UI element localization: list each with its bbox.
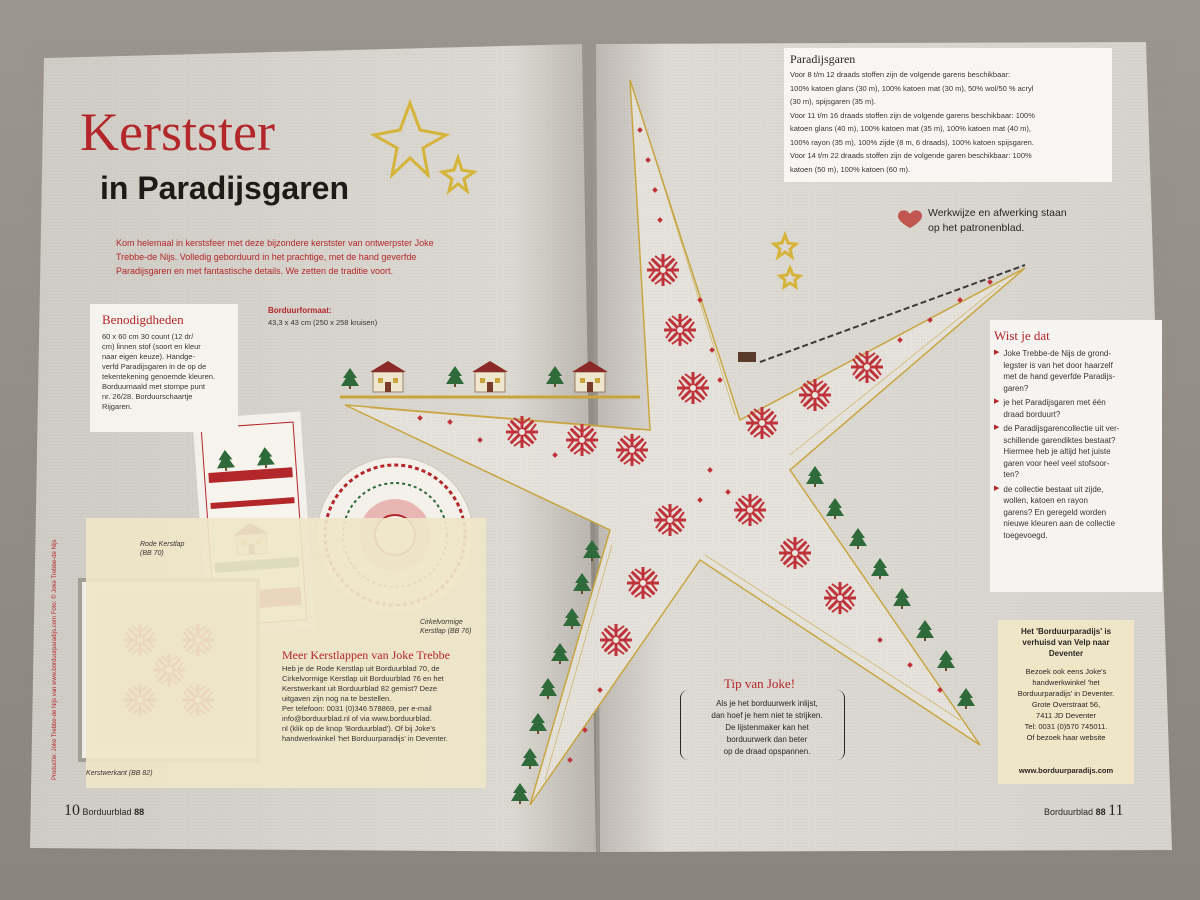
paradijsgaren-box	[784, 48, 1112, 182]
borduurparadijs-website[interactable]: www.borduurparadijs.com	[1018, 766, 1114, 775]
list-item: ▶ de Paradijsgarencollectie uit ver- schillende garendiktes bestaat? Hiermee heb je altijd het juiste garen voor heel veel stofsoor- ten?	[994, 424, 1120, 479]
footer-mag-right: Borduurblad	[1044, 807, 1094, 817]
caption-rode-kerstlap: Rode Kerstlap (BB 70)	[140, 541, 185, 557]
footer-issue-right: 88	[1095, 807, 1106, 817]
tip-heading: Tip van Joke!	[724, 676, 796, 691]
meer-text: Heb je de Rode Kerstlap uit Borduurblad 70, de Cirkelvormige Kerstlap uit Borduurblad 76 en het Kerstwerkant uit Borduurblad 82 gemist? Deze uitgaven zijn nog na te bestellen. Per telefoon: 0031 (0)346 578869, per e-mail info@borduurblad.nl of via www.borduurblad. nl (klik op de knop 'Borduurblad'). Of bij Joke's handwerkwinkel 'het Borduurparadijs' in Deventer.	[282, 664, 448, 743]
bullet-icon: ▶	[994, 349, 1000, 356]
wist-je-dat-box	[990, 320, 1162, 592]
page-number-right: 11	[1108, 802, 1124, 819]
wist-je-dat-heading: Wist je dat	[994, 328, 1050, 343]
borduurformaat-label: Borduurformaat:	[268, 306, 332, 315]
paradijsgaren-heading: Paradijsgaren	[790, 52, 856, 66]
caption-cirkelvormige: Cirkelvormige Kerstlap (BB 76)	[420, 619, 472, 635]
bracket-right-icon	[836, 690, 845, 760]
borduurparadijs-box	[998, 620, 1134, 784]
caption-kerstwerkant: Kerstwerkant (BB 82)	[86, 770, 153, 777]
page-subtitle: in Paradijsgaren	[100, 170, 349, 206]
footer-right	[1044, 802, 1124, 820]
side-credit: Productie: Joke Trebbe-de Nijs van www.borduurparadijs.com Foto: © Joke Trebbe-de Nijs	[52, 539, 58, 780]
list-item: ▶ Joke Trebbe-de Nijs de grond- legster is van het door haarzelf met de hand geverfde Paradijs- garen?	[994, 349, 1116, 393]
benodigdheden-heading: Benodigdheden	[102, 312, 184, 327]
page-title: Kerstster	[80, 102, 275, 162]
footer-left	[64, 802, 144, 820]
list-item: ▶ je het Paradijsgaren met één draad borduurt?	[994, 398, 1106, 419]
bracket-left-icon	[680, 690, 689, 760]
borduurformaat-value: 43,3 x 43 cm (250 x 258 kruisen)	[268, 318, 378, 327]
footer-mag-left: Borduurblad	[82, 807, 132, 817]
bullet-icon: ▶	[994, 484, 1000, 492]
meer-heading: Meer Kerstlappen van Joke Trebbe	[282, 648, 450, 662]
benodigdheden-box	[90, 304, 238, 432]
werkwijze-note: Werkwijze en afwerking staan op het patronenblad.	[928, 207, 1067, 234]
tip-text: Als je het borduurwerk inlijst, dan hoef je hem niet te strijken. De lijstenmaker kan het borduurwerk dan beter op de draad opspannen.	[711, 699, 823, 756]
wist-je-dat-list	[994, 348, 1158, 541]
list-item: ▶ de collectie bestaat uit zijde, wollen, katoen en rayon garens? En geregeld worden nieuwe kleuren aan de collectie toegevoegd.	[994, 484, 1116, 540]
benodigdheden-text: 60 x 60 cm 30 count (12 dr/ cm) linnen stof (soort en kleur naar eigen keuze). Handge- verfd Paradijsgaren in de op de tekentekening genoemde kleuren. Borduurnaald met stompe punt nr. 26/28. Borduurschaartje Rijgaren.	[102, 332, 215, 411]
bullet-icon: ▶	[994, 424, 1000, 431]
bullet-icon: ▶	[994, 398, 1000, 405]
page-number-left: 10	[64, 802, 80, 819]
footer-issue-left: 88	[134, 807, 145, 817]
intro-text: Kom helemaal in kerstsfeer met deze bijzondere kerstster van ontwerpster Joke Trebbe-de Nijs. Volledig geborduurd in het prachtige, met de hand geverfde Paradijsgaren en met fantastische details. We zetten de traditie voort.	[116, 238, 434, 276]
borduurparadijs-text: Bezoek ook eens Joke's handwerkwinkel 'het Borduurparadijs' in Deventer. Grote Overstraat 56, 7411 JD Deventer Tel: 0031 (0)570 745011. Of bezoek haar website	[1017, 667, 1115, 742]
paradijsgaren-text: Voor 8 t/m 12 draads stoffen zijn de volgende garens beschikbaar: 100% katoen glans (30 m), 100% katoen mat (30 m), 50% wol/50 % acryl (30 m), spijsgaren (35 m). Voor 11 t/m 16 draads stoffen zijn de volgende garens beschikbaar: 100% katoen glans (40 m), 100% katoen mat (35 m), 100% katoen mat (40 m), 100% rayon (35 m), 100% zijde (8 m, 6 draads), 100% katoen spijsgaren. Voor 14 t/m 22 draads stoffen zijn de volgende garen beschikbaar: 100% katoen (50 m), 100% katoen (60 m).	[790, 70, 1035, 174]
borduurparadijs-heading: Het 'Borduurparadijs' is verhuisd van Velp naar Deventer	[1020, 627, 1112, 658]
